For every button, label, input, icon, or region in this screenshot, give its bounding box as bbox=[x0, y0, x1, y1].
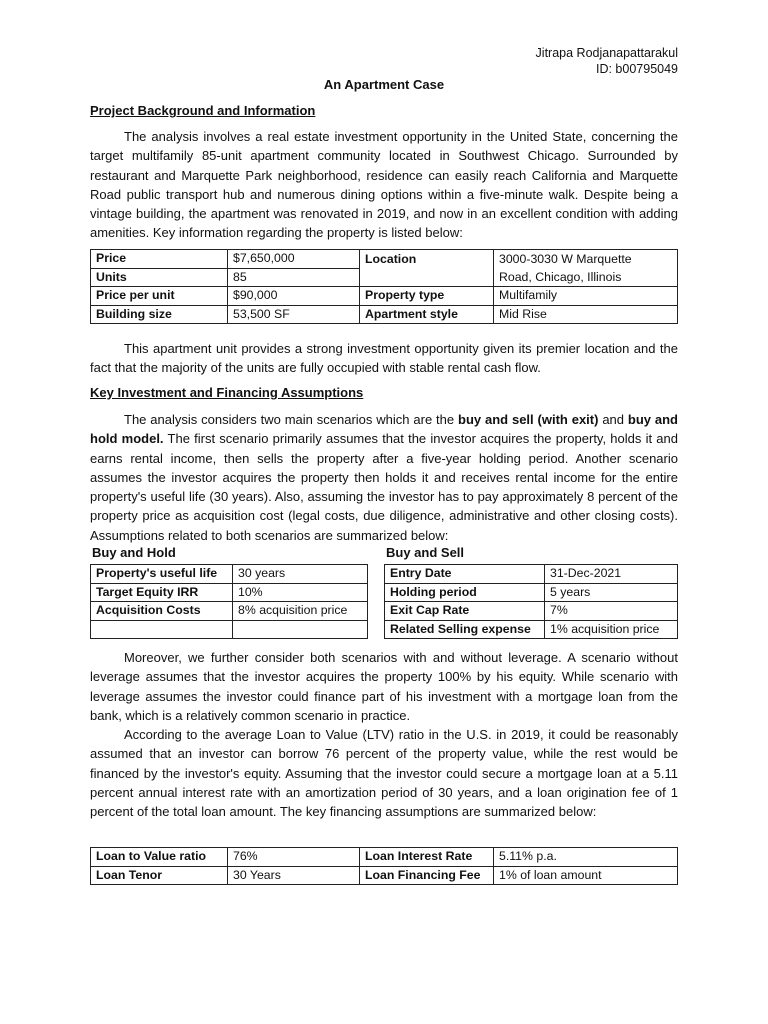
location-label-cont bbox=[360, 268, 494, 287]
entry-date-label: Entry Date bbox=[385, 565, 545, 584]
units-label: Units bbox=[91, 268, 228, 287]
holding-period-value: 5 years bbox=[545, 583, 678, 602]
acquisition-costs-value: 8% acquisition price bbox=[233, 602, 368, 621]
opportunity-paragraph-text: This apartment unit provides a strong investment opportunity given its premier location and the fact that the majority of the units are fully occupied with stable rental cash flow. bbox=[90, 341, 678, 376]
units-value: 85 bbox=[228, 268, 360, 287]
price-per-unit-value: $90,000 bbox=[228, 287, 360, 306]
buy-sell-table bbox=[384, 564, 678, 639]
financing-fee-label: Loan Financing Fee bbox=[360, 866, 494, 885]
table-row bbox=[91, 602, 368, 621]
apartment-style-value: Mid Rise bbox=[494, 305, 678, 324]
table-row bbox=[385, 565, 678, 584]
ltv-paragraph bbox=[90, 725, 678, 821]
author-name: Jitrapa Rodjanapattarakul bbox=[535, 46, 678, 60]
scenarios-text-1: The analysis considers two main scenarios which are the bbox=[124, 412, 458, 427]
scenario-buy-sell-term: buy and sell (with exit) bbox=[458, 412, 599, 427]
opportunity-paragraph bbox=[90, 339, 678, 378]
financing-fee-value: 1% of loan amount bbox=[494, 866, 678, 885]
scenarios-text-3: The first scenario primarily assumes that the investor acquires the property, holds it and earns rental income, then sells the property after a five-year holding period. Another scenario assumes the investor acquires the property then holds it and receives rental income for the entire property's useful life (30 years). Also, assuming the investor has to pay approximately 8 percent of the property price as acquisition cost (legal costs, due diligence, administrative and other closing costs). Assumptions related to both scenarios are summarized below: bbox=[90, 431, 678, 543]
table-row bbox=[91, 848, 678, 867]
buy-sell-title: Buy and Sell bbox=[386, 545, 465, 560]
scenarios-paragraph bbox=[90, 410, 678, 545]
section-heading-background: Project Background and Information bbox=[90, 103, 316, 118]
target-irr-value: 10% bbox=[233, 583, 368, 602]
location-value-line2: Road, Chicago, Illinois bbox=[494, 268, 678, 287]
document-title: An Apartment Case bbox=[323, 77, 445, 92]
price-per-unit-label: Price per unit bbox=[91, 287, 228, 306]
exit-cap-rate-label: Exit Cap Rate bbox=[385, 602, 545, 621]
holding-period-label: Holding period bbox=[385, 583, 545, 602]
leverage-paragraph bbox=[90, 648, 678, 725]
price-label: Price bbox=[91, 250, 228, 269]
table-row bbox=[91, 583, 368, 602]
loan-tenor-value: 30 Years bbox=[228, 866, 360, 885]
table-row bbox=[91, 620, 368, 639]
useful-life-value: 30 years bbox=[233, 565, 368, 584]
scenarios-text-2: and bbox=[598, 412, 628, 427]
buy-hold-title: Buy and Hold bbox=[92, 545, 176, 560]
author-block bbox=[536, 45, 678, 77]
acquisition-costs-label: Acquisition Costs bbox=[91, 602, 233, 621]
table-row bbox=[91, 250, 678, 269]
apartment-style-label: Apartment style bbox=[360, 305, 494, 324]
empty-cell bbox=[233, 620, 368, 639]
table-row bbox=[385, 602, 678, 621]
selling-expense-value: 1% acquisition price bbox=[545, 620, 678, 639]
location-label: Location bbox=[360, 250, 494, 269]
scenario-buy-hold-term: buy and hold model. bbox=[90, 412, 678, 447]
entry-date-value: 31-Dec-2021 bbox=[545, 565, 678, 584]
useful-life-label: Property's useful life bbox=[91, 565, 233, 584]
loan-tenor-label: Loan Tenor bbox=[91, 866, 228, 885]
buy-hold-table bbox=[90, 564, 368, 639]
section-heading-assumptions: Key Investment and Financing Assumptions bbox=[90, 385, 364, 400]
interest-rate-value: 5.11% p.a. bbox=[494, 848, 678, 867]
building-size-label: Building size bbox=[91, 305, 228, 324]
table-row bbox=[385, 620, 678, 639]
table-row bbox=[91, 866, 678, 885]
location-value-line1: 3000-3030 W Marquette bbox=[494, 250, 678, 269]
table-row bbox=[91, 305, 678, 324]
price-value: $7,650,000 bbox=[228, 250, 360, 269]
ltv-value: 76% bbox=[228, 848, 360, 867]
leverage-paragraph-text: Moreover, we further consider both scenarios with and without leverage. A scenario without leverage assumes that the investor acquires the property 100% by his equity. While scenario with leverage assumes the investor could finance part of his investment with a mortgage loan from the bank, which is a relatively common scenario in practice. bbox=[90, 650, 678, 723]
target-irr-label: Target Equity IRR bbox=[91, 583, 233, 602]
table-row bbox=[91, 268, 678, 287]
property-type-label: Property type bbox=[360, 287, 494, 306]
background-paragraph bbox=[90, 127, 678, 243]
loan-assumptions-table bbox=[90, 847, 678, 885]
ltv-label: Loan to Value ratio bbox=[91, 848, 228, 867]
selling-expense-label: Related Selling expense bbox=[385, 620, 545, 639]
empty-cell bbox=[91, 620, 233, 639]
property-info-table bbox=[90, 249, 678, 324]
student-id: ID: b00795049 bbox=[595, 62, 678, 76]
table-row bbox=[385, 583, 678, 602]
interest-rate-label: Loan Interest Rate bbox=[360, 848, 494, 867]
building-size-value: 53,500 SF bbox=[228, 305, 360, 324]
property-type-value: Multifamily bbox=[494, 287, 678, 306]
exit-cap-rate-value: 7% bbox=[545, 602, 678, 621]
table-row bbox=[91, 287, 678, 306]
table-row bbox=[91, 565, 368, 584]
background-paragraph-text: The analysis involves a real estate investment opportunity in the United State, concerning the target multifamily 85-unit apartment community located in Southwest Chicago. Surrounded by restaurant and Marquette Park neighborhood, residence can easily reach California and Marquette Road public transport hub and numerous dining options within a five-minute walk. Despite being a vintage building, the apartment was renovated in 2019, and now in an excellent condition with adding amenities. Key information regarding the property is listed below: bbox=[90, 129, 678, 241]
ltv-paragraph-text: According to the average Loan to Value (LTV) ratio in the U.S. in 2019, it could be reasonably assumed that an investor can borrow 76 percent of the property value, while the rest would be financed by the investor's equity. Assuming that the investor could secure a mortgage loan at a 5.11 percent annual interest rate with an amortization period of 30 years, and a loan origination fee of 1 percent of the total loan amount. The key financing assumptions are summarized below: bbox=[90, 727, 678, 820]
